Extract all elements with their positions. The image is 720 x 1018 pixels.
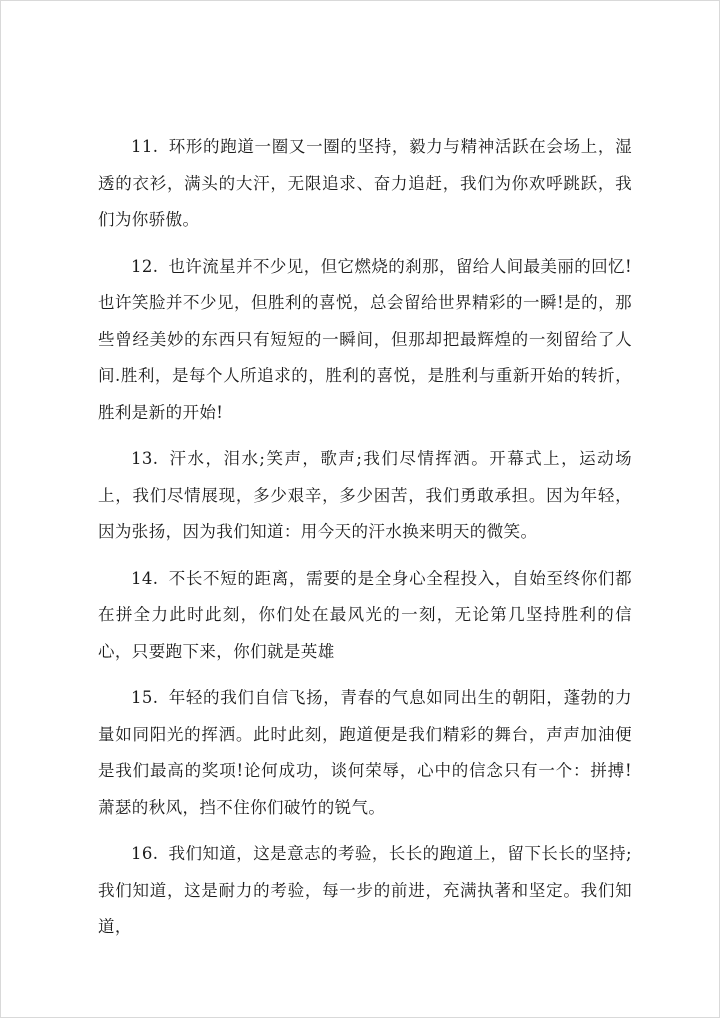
paragraph-text: 不长不短的距离，需要的是全身心全程投入，自始至终你们都在拼全力此时此刻，你们处在最风光的一刻，无论第几坚持胜利的信心，只要跑下来，你们就是英雄 (98, 568, 632, 661)
document-body (98, 129, 632, 956)
paragraph-number: 12. (131, 256, 159, 276)
paragraph-number: 15. (131, 688, 159, 707)
paragraph-11 (98, 129, 632, 239)
paragraph-text: 环形的跑道一圈又一圈的坚持，毅力与精神活跃在会场上，湿透的衣衫，满头的大汗，无限追求、奋力追赶，我们为你欢呼跳跃，我们为你骄傲。 (98, 137, 632, 229)
paragraph-number: 14. (131, 568, 159, 588)
paragraph-13 (98, 441, 632, 551)
paragraph-number: 13. (131, 449, 159, 468)
paragraph-15 (98, 680, 632, 826)
paragraph-text: 我们知道，这是意志的考验，长长的跑道上，留下长长的坚持;我们知道，这是耐力的考验，每一步的前进，充满执著和坚定。我们知道， (98, 844, 632, 936)
paragraph-14 (98, 561, 632, 671)
paragraph-text: 也许流星并不少见，但它燃烧的刹那，留给人间最美丽的回忆!也许笑脸并不少见，但胜利的喜悦，总会留给世界精彩的一瞬!是的，那些曾经美妙的东西只有短短的一瞬间，但那却把最辉煌的一刻留给了人间.胜利，是每个人所追求的，胜利的喜悦，是胜利与重新开始的转折，胜利是新的开始! (98, 256, 632, 422)
paragraph-16 (98, 836, 632, 946)
paragraph-number: 16. (131, 844, 159, 863)
paragraph-12 (98, 249, 632, 432)
paragraph-number: 11. (131, 137, 159, 156)
paragraph-text: 汗水，泪水;笑声，歌声;我们尽情挥洒。开幕式上，运动场上，我们尽情展现，多少艰辛，多少困苦，我们勇敢承担。因为年轻，因为张扬，因为我们知道：用今天的汗水换来明天的微笑。 (98, 449, 632, 541)
paragraph-text: 年轻的我们自信飞扬，青春的气息如同出生的朝阳，蓬勃的力量如同阳光的挥洒。此时此刻，跑道便是我们精彩的舞台，声声加油便是我们最高的奖项!论何成功，谈何荣辱，心中的信念只有一个：拼搏!萧瑟的秋风，挡不住你们破竹的锐气。 (98, 688, 632, 817)
